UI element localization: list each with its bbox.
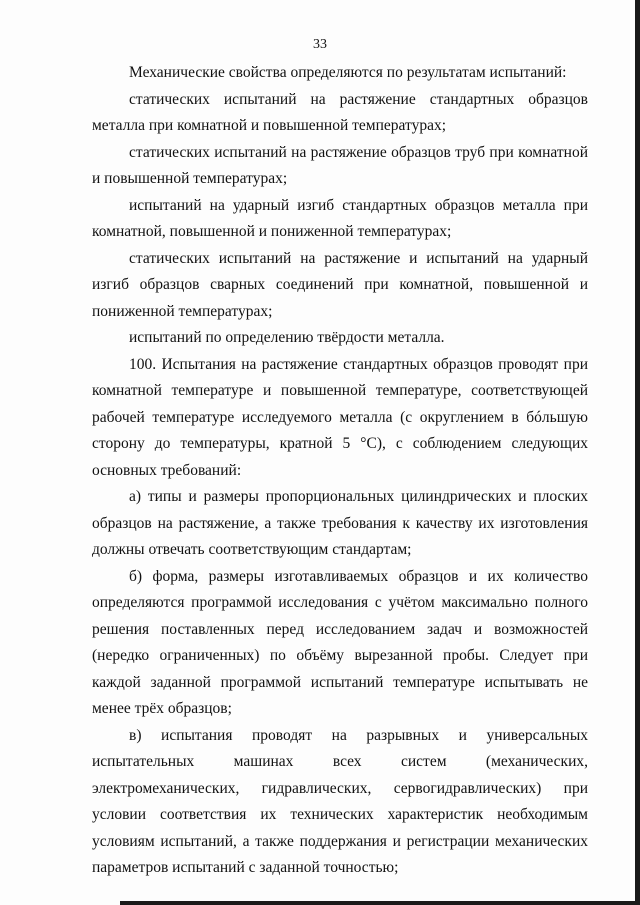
scan-edge-bottom — [120, 901, 640, 905]
paragraph-clause-100: 100. Испытания на растяжение стандартных образцов проводят при комнатной температуре и повышенной температуре, соответствующей рабочей температуре исследуемого металла (с округлением в бóльшую сторону до температуры, кратной 5 °С), с соблюдением следующих основных требований: — [92, 355, 588, 479]
paragraph-intro: Механические свойства определяются по результатам испытаний: — [129, 64, 567, 81]
paragraph-item-v: в) испытания проводят на разрывных и универсальных испытательных машинах всех систем (механических, электромеханических, гидравлических, сервогидравлических) при условии соответствия их технических характеристик необходимым условиям испытаний, а также поддержания и регистрации механических параметров испытаний с заданной точностью; — [92, 726, 588, 876]
paragraph-item-a: а) типы и размеры пропорциональных цилиндрических и плоских образцов на растяжение, а также требования к качеству их изготовления должны отвечать соответствующим стандартам; — [92, 488, 588, 558]
paragraph-static-tensile-pipes: статических испытаний на растяжение образцов труб при комнатной и повышенной температурах; — [92, 143, 588, 187]
paragraph-static-tensile-standard: статических испытаний на растяжение стандартных образцов металла при комнатной и повышенной температурах; — [92, 90, 588, 134]
paragraph-item-b: б) форма, размеры изготавливаемых образцов и их количество определяются программой исследования с учётом максимально полного решения поставленных перед исследованием задач и возможностей (нередко ограниченных) по объёму вырезанной пробы. Следует при каждой заданной программой испытаний температуре испытывать не менее трёх образцов; — [92, 567, 588, 717]
page-number: 33 — [313, 37, 327, 52]
paragraph-impact-bending: испытаний на ударный изгиб стандартных образцов металла при комнатной, повышенной и пониженной температурах; — [92, 196, 588, 240]
paragraph-hardness: испытаний по определению твёрдости металла. — [129, 329, 445, 346]
scan-edge-right — [635, 0, 640, 905]
paragraph-welded-joints: статических испытаний на растяжение и испытаний на ударный изгиб образцов сварных соединений при комнатной, повышенной и пониженной температурах; — [92, 249, 588, 320]
document-body — [92, 60, 588, 882]
